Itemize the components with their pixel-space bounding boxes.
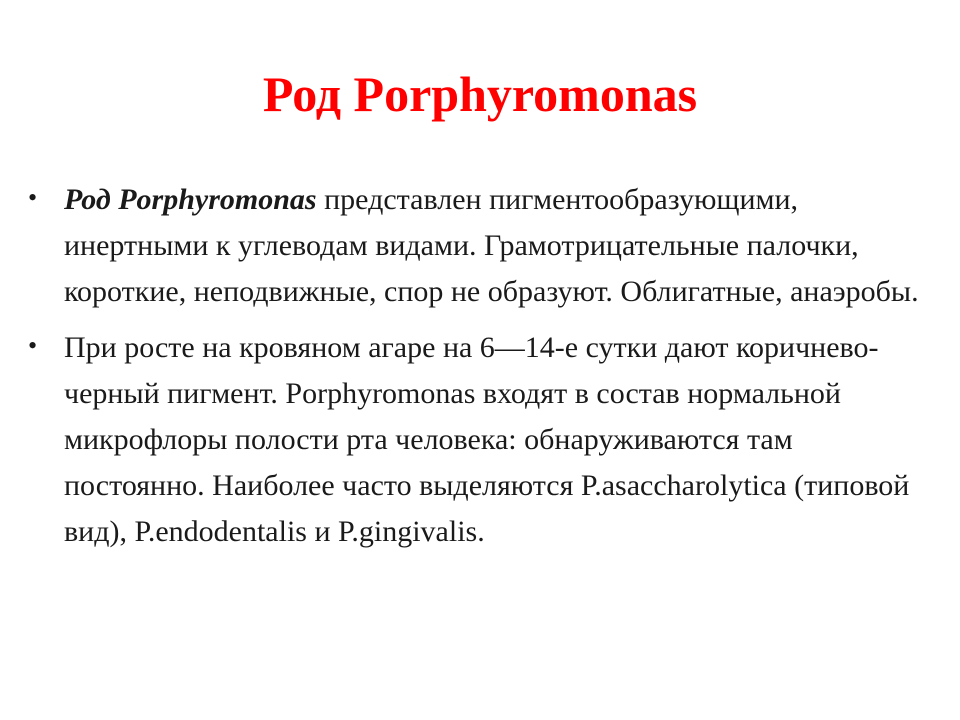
slide-title: Род Porphyromonas (262, 66, 698, 122)
bullet-dot-icon: • (28, 183, 38, 212)
bullet-body-text: При росте на кровяном агаре на 6—14-е сутки дают коричнево-черный пигмент. Porphyromonas входят в состав нормальной микрофлоры полости рта человека: обнаруживаются там постоянно. Наиболее часто выделяются P.asaccharolytica (типовой вид), P.endodentalis и P.gingivalis. (64, 331, 910, 548)
bullet-dot-icon: • (28, 331, 38, 360)
bullet-list (28, 177, 940, 565)
bullet-body-text: представлен пигментообразующими, инертными к углеводам видами. Грамотрицательные палочки, короткие, неподвижные, спор не образуют. Облигатные, анаэробы. (64, 183, 919, 308)
bullet-item-2 (28, 325, 940, 555)
bullet-item-1 (28, 177, 940, 315)
bullet-lead-text: Род Porphyromonas (64, 183, 317, 216)
